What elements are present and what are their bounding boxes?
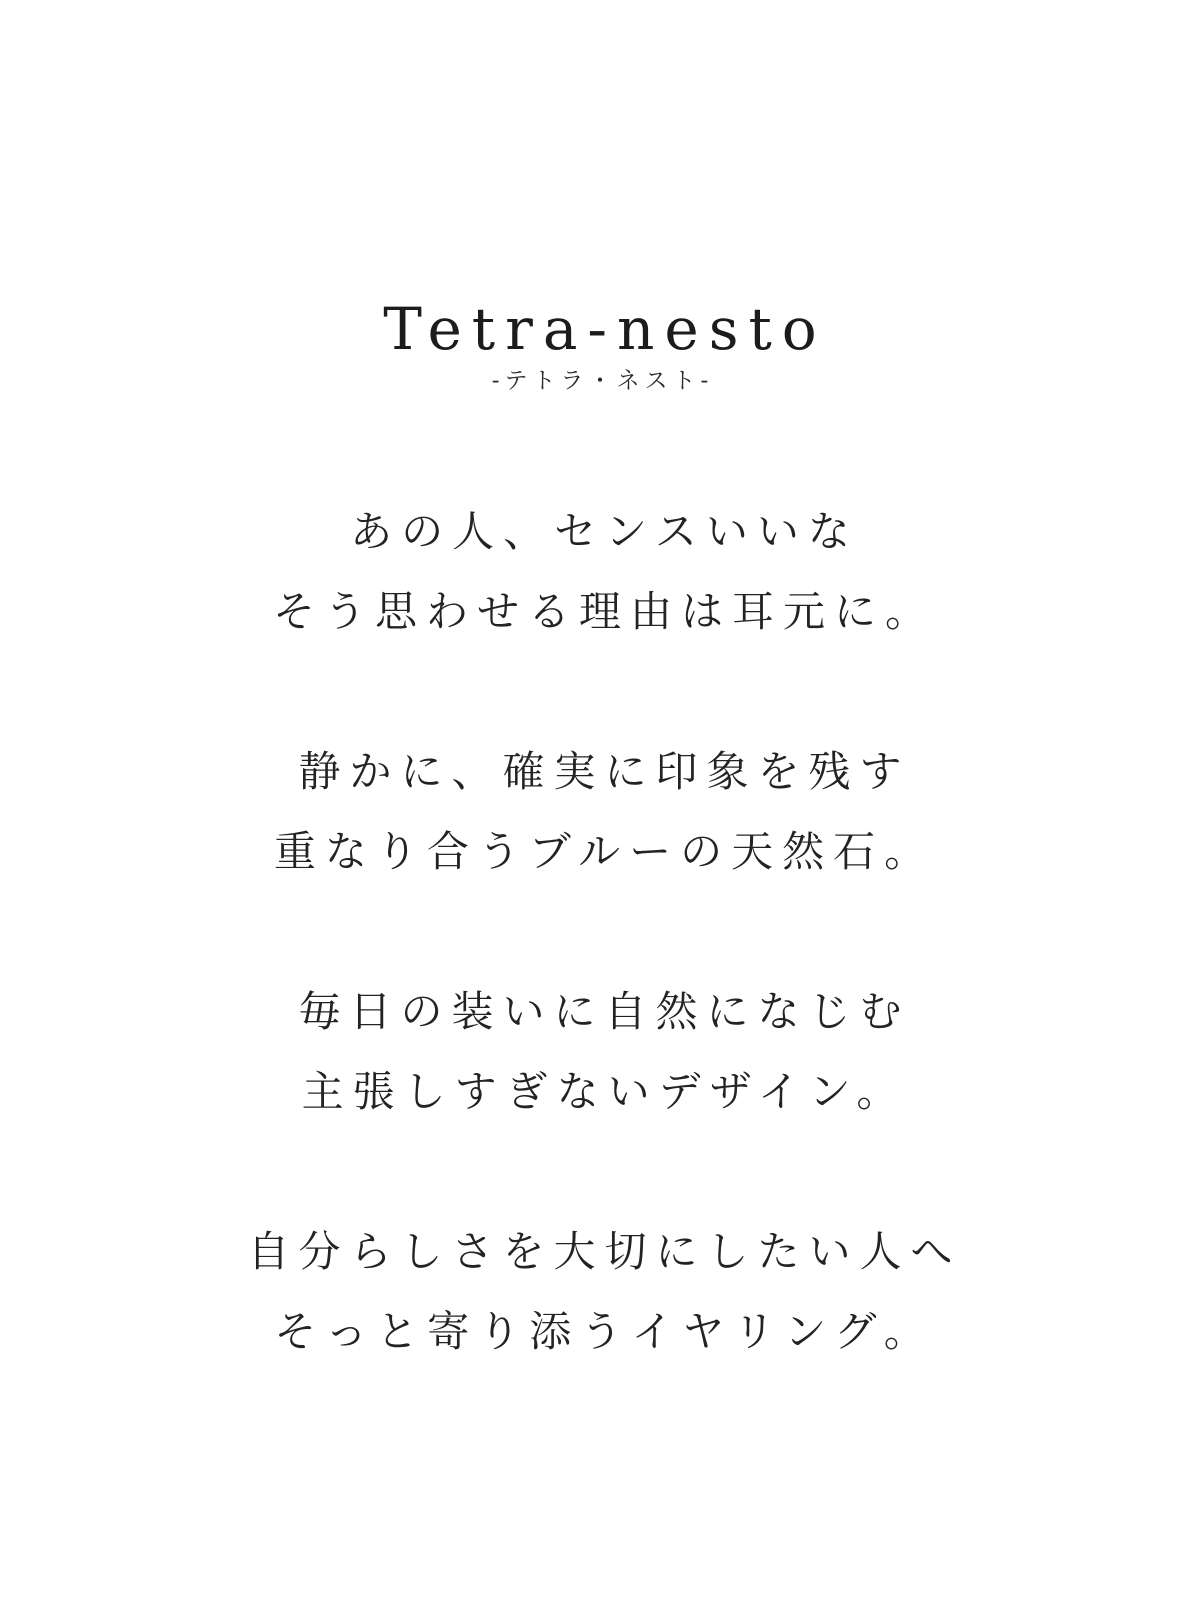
page-subtitle: -テトラ・ネスト-	[491, 368, 714, 394]
copy-line: そう思わせる理由は耳元に。	[272, 587, 936, 636]
copy-line: 静かに、確実に印象を残す	[298, 747, 911, 796]
copy-paragraph	[0, 492, 1200, 652]
copy-line: あの人、センスいいな	[350, 507, 859, 556]
copy-line: 毎日の装いに自然になじむ	[298, 987, 911, 1036]
copy-line: そっと寄り添うイヤリング。	[274, 1307, 935, 1356]
copy-line: 重なり合うブルーの天然石。	[273, 827, 936, 876]
copy-paragraph	[0, 732, 1200, 892]
copy-paragraph	[0, 972, 1200, 1132]
copy-paragraph	[0, 1212, 1200, 1372]
copy-line: 自分らしさを大切にしたい人へ	[247, 1227, 962, 1276]
page-title: Tetra-nesto	[383, 295, 827, 363]
copy-line: 主張しすぎないデザイン。	[301, 1067, 908, 1116]
